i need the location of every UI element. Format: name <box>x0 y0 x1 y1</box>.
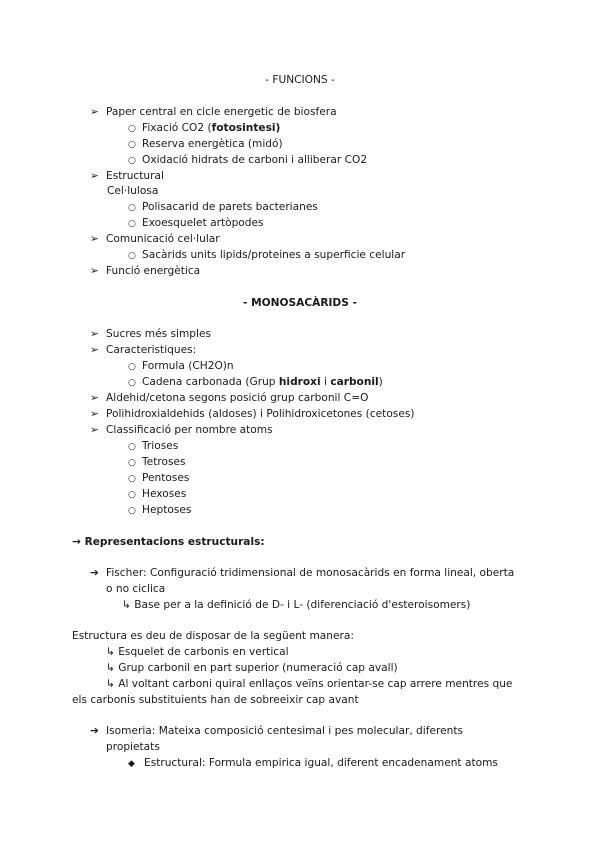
circle-bullet-icon: ○ <box>128 378 136 388</box>
list-item: ○ Oxidació hidrats de carboni i alliberar CO2 <box>128 154 368 166</box>
circle-bullet-icon: ○ <box>128 458 136 468</box>
list-item-text: o no ciclica <box>106 583 166 595</box>
list-item: ○ Cadena carbonada (Grup hidroxi i carbonil) <box>128 376 383 388</box>
paragraph: els carbonis substituients han de sobreeixir cap avant <box>72 694 359 706</box>
list-item-text: propietats <box>106 741 160 753</box>
bullet-icon: ➢ <box>90 106 99 118</box>
arrow-right-icon: ➔ <box>90 725 99 737</box>
list-item: ➢ Sucres més simples <box>90 328 212 340</box>
list-item: ➢ Aldehid/cetona segons posició grup carbonil C=O <box>90 392 369 404</box>
list-item: ○ Fixació CO2 (fotosintesi) <box>128 122 281 134</box>
list-item: ➢ Comunicació cel·lular <box>90 233 220 245</box>
circle-bullet-icon: ○ <box>128 203 136 213</box>
list-item: ◆ Estructural: Formula empirica igual, diferent encadenament atoms <box>128 757 498 769</box>
circle-bullet-icon: ○ <box>128 506 136 516</box>
list-item: ○ Heptoses <box>128 504 192 516</box>
list-item: ○ Exoesquelet artòpodes <box>128 217 264 229</box>
circle-bullet-icon: ○ <box>128 474 136 484</box>
circle-bullet-icon: ○ <box>128 156 136 166</box>
circle-bullet-icon: ○ <box>128 490 136 500</box>
list-item-text: Cel·lulosa <box>107 185 159 197</box>
funcions-title: - FUNCIONS - <box>265 74 335 86</box>
list-item: ○ Tetroses <box>128 456 186 468</box>
bullet-icon: ➢ <box>90 328 99 340</box>
circle-bullet-icon: ○ <box>128 140 136 150</box>
list-item: ○ Pentoses <box>128 472 190 484</box>
bullet-icon: ➢ <box>90 233 99 245</box>
circle-bullet-icon: ○ <box>128 124 136 134</box>
list-item: ○ Sacàrids units lipids/proteines a superficie celular <box>128 249 406 261</box>
bullet-icon: ➢ <box>90 265 99 277</box>
list-item: ○ Hexoses <box>128 488 187 500</box>
monosacarids-title: - MONOSACÀRIDS - <box>243 297 357 309</box>
bullet-icon: ➢ <box>90 344 99 356</box>
arrow-right-icon: ➔ <box>90 567 99 579</box>
list-item: ○ Trioses <box>128 440 179 452</box>
diamond-bullet-icon: ◆ <box>128 759 135 769</box>
bullet-icon: ➢ <box>90 392 99 404</box>
bullet-icon: ➢ <box>90 170 99 182</box>
list-item: ➔ Fischer: Configuració tridimensional de monosacàrids en forma lineal, oberta <box>90 567 515 579</box>
list-item: ➢ Estructural <box>90 170 164 182</box>
bullet-icon: ➢ <box>90 424 99 436</box>
list-item-text: ↳ Esquelet de carbonis en vertical <box>106 646 289 658</box>
list-item: ➢ Paper central en cicle energetic de biosfera <box>90 106 337 118</box>
circle-bullet-icon: ○ <box>128 362 136 372</box>
list-item-text: ↳ Base per a la definició de D- i L- (diferenciació d'esteroisomers) <box>122 599 471 611</box>
section-heading: → Representacions estructurals: <box>72 536 265 548</box>
list-item: ➢ Caracteristiques: <box>90 344 197 356</box>
list-item: ➢ Classificació per nombre atoms <box>90 424 273 436</box>
circle-bullet-icon: ○ <box>128 219 136 229</box>
list-item: ○ Polisacarid de parets bacterianes <box>128 201 318 213</box>
list-item: ➔ Isomeria: Mateixa composició centesimal i pes molecular, diferents <box>90 725 463 737</box>
bullet-icon: ➢ <box>90 408 99 420</box>
list-item: ➢ Polihidroxialdehids (aldoses) i Polihidroxicetones (cetoses) <box>90 408 415 420</box>
list-item-text: ↳ Al voltant carboni quiral enllaços veïns orientar-se cap arrere mentres que <box>106 678 513 690</box>
circle-bullet-icon: ○ <box>128 251 136 261</box>
list-item-text: ↳ Grup carbonil en part superior (numeració cap avall) <box>106 662 398 674</box>
list-item: ○ Reserva energètica (midó) <box>128 138 283 150</box>
circle-bullet-icon: ○ <box>128 442 136 452</box>
list-item: ○ Formula (CH2O)n <box>128 360 234 372</box>
paragraph: Estructura es deu de disposar de la següent manera: <box>72 630 354 642</box>
list-item: ➢ Funció energètica <box>90 265 201 277</box>
